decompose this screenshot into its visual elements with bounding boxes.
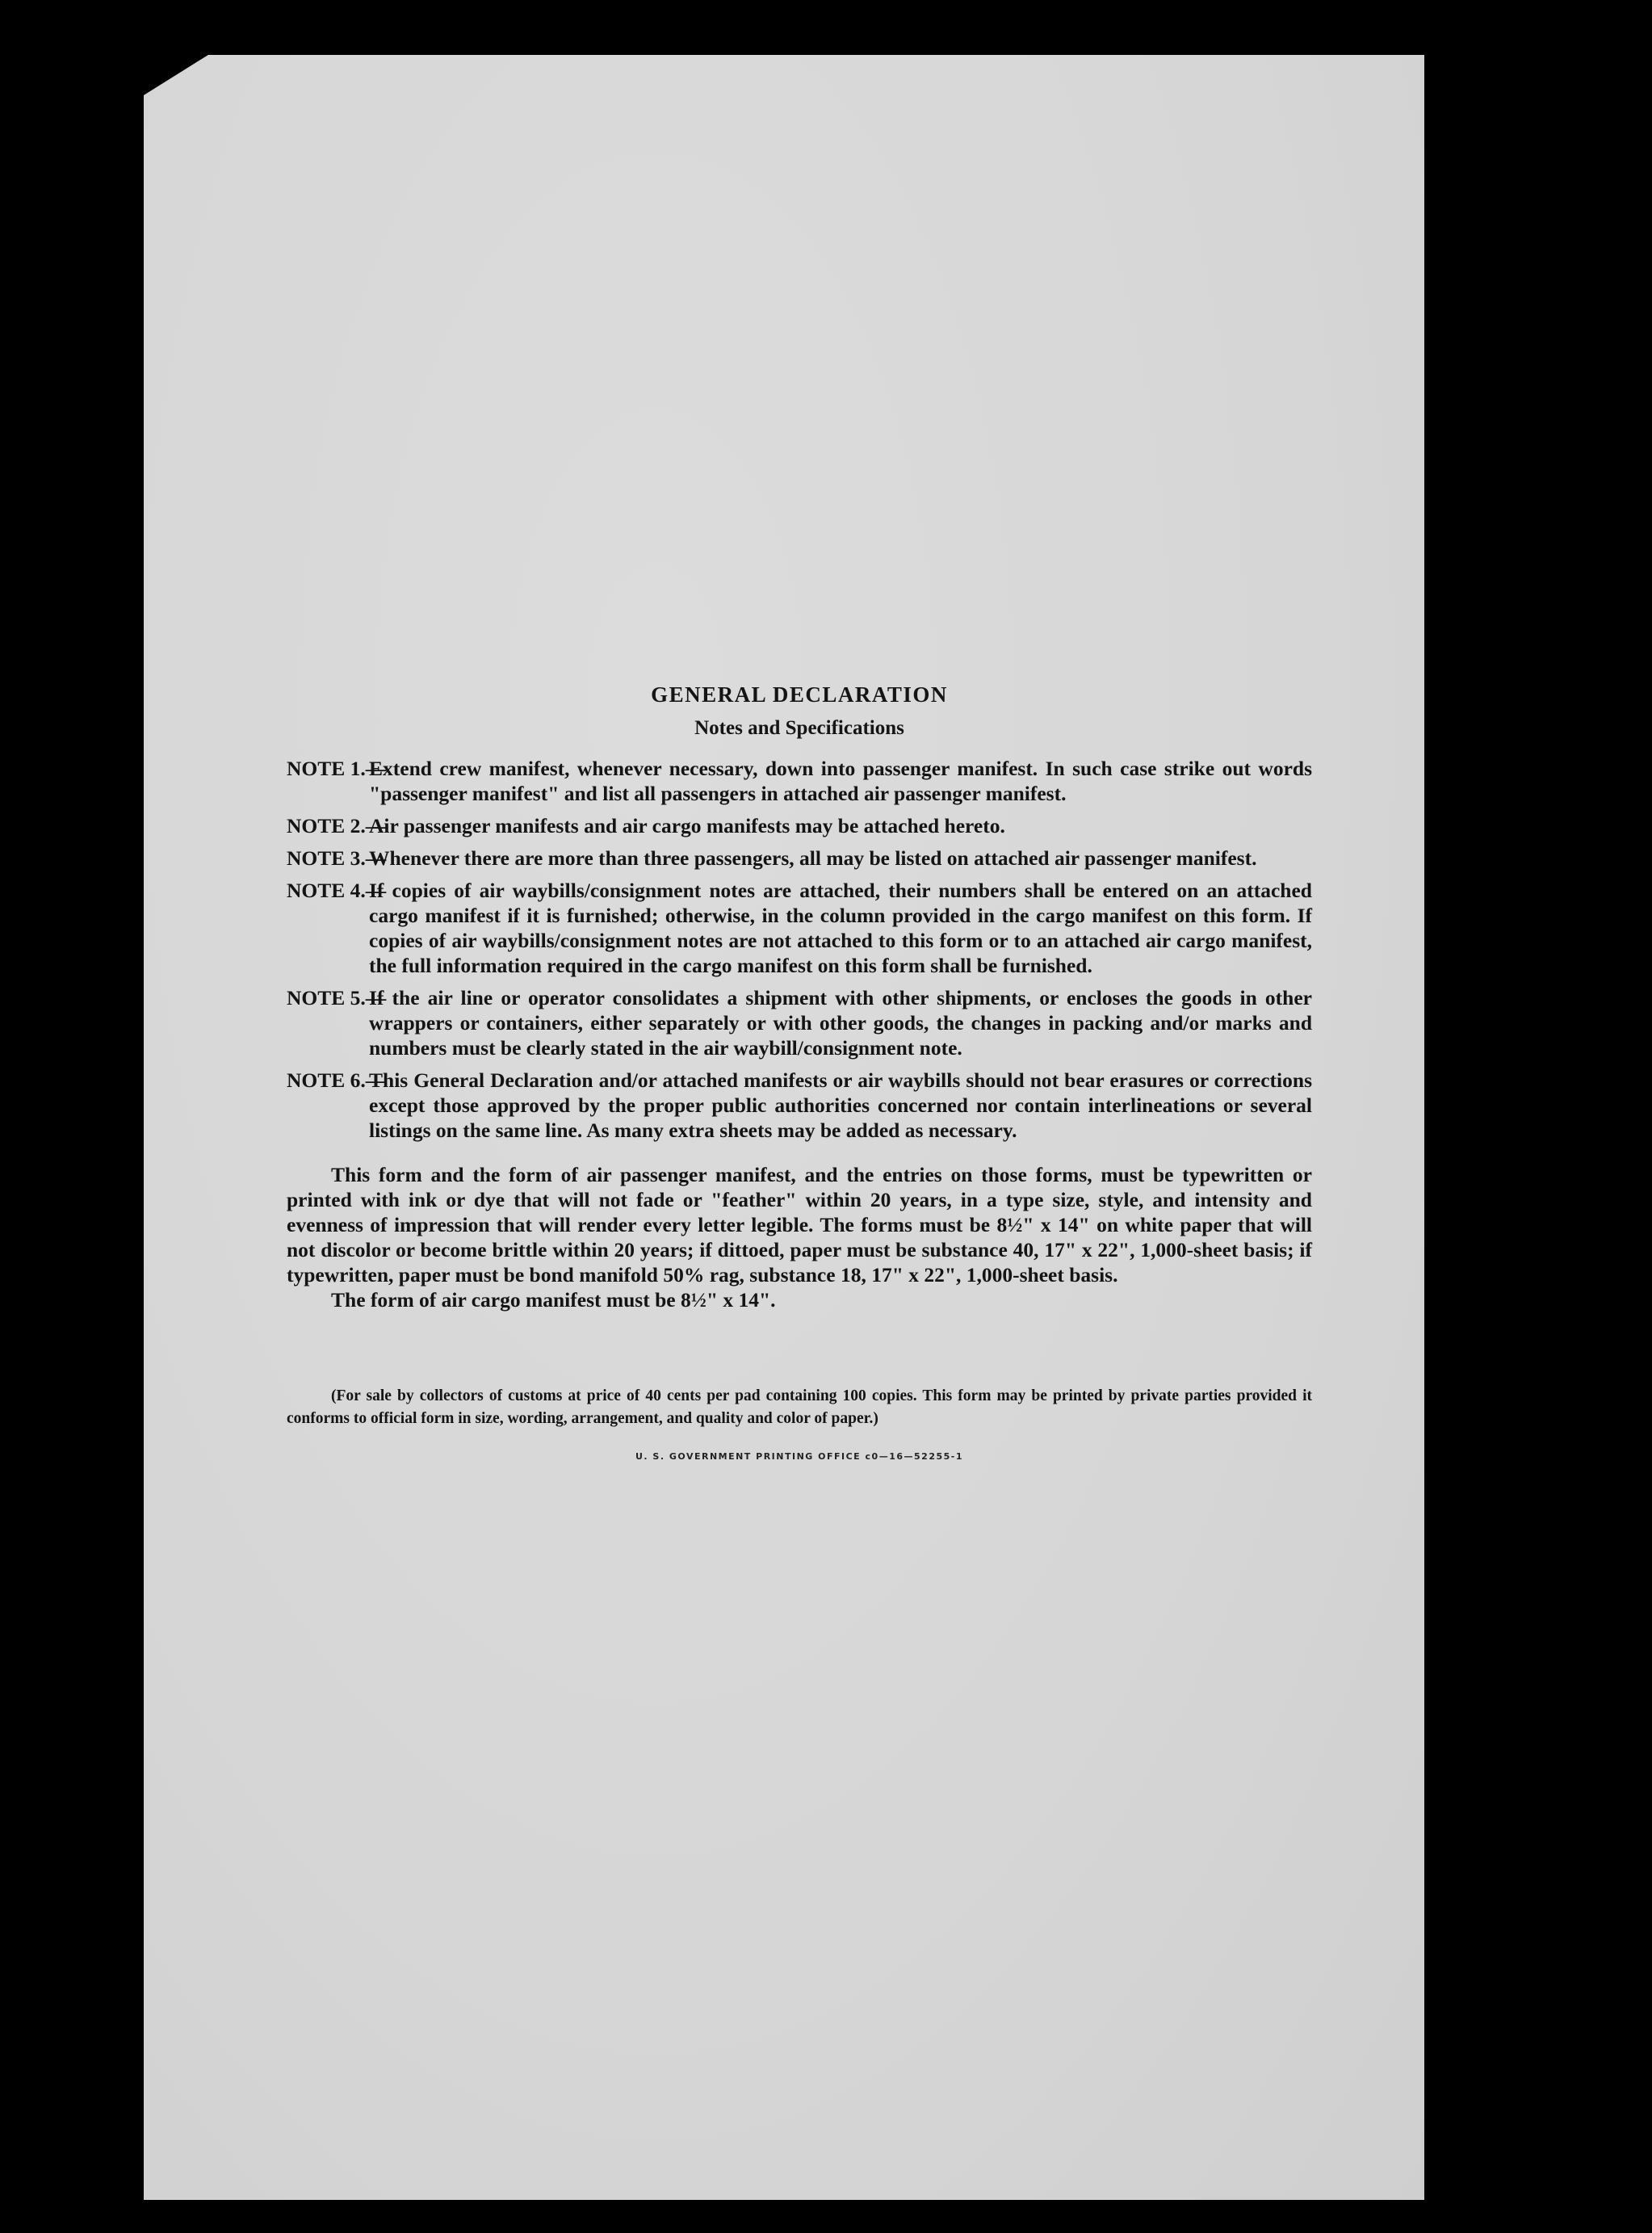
note-1 (287, 756, 1312, 806)
cargo-manifest-size-paragraph: The form of air cargo manifest must be 8½" x 14". (331, 1288, 776, 1312)
paper-requirements-paragraph: This form and the form of air passenger manifest, and the entries on those forms, must be typewritten or printed with ink or dye that will not fade or "feather" within 20 years, in a type size, style, and intensity and evenness of impression that will render every letter legible. The forms must be 8½" x 14" on white paper that will not discolor or become brittle within 20 years; if dittoed, paper must be substance 40, 17" x 22", 1,000-sheet basis; if typewritten, paper must be bond manifold 50% rag, substance 18, 17" x 22", 1,000-sheet basis. (287, 1163, 1312, 1286)
note-5 (287, 985, 1312, 1060)
note-text: Extend crew manifest, whenever necessary, down into passenger manifest. In such case strike out words "passenger manifest" and list all passengers in attached air passenger manifest. (369, 757, 1312, 805)
note-label: NOTE 6.— (287, 1068, 387, 1092)
note-text: If the air line or operator consolidates a shipment with other shipments, or encloses the goods in other wrappers or containers, either separately or with other goods, the changes in packing and/or marks and numbers must be clearly stated in the air waybill/consignment note. (369, 986, 1312, 1060)
note-text: Air passenger manifests and air cargo manifests may be attached hereto. (369, 814, 1005, 837)
document-title: GENERAL DECLARATION (651, 682, 948, 707)
note-label: NOTE 4.— (287, 879, 387, 902)
sale-notice: (For sale by collectors of customs at price of 40 cents per pad containing 100 copies. This form may be printed by private parties provided it conforms to official form in size, wording, arrangement, and quality and color of paper.) (287, 1387, 1312, 1427)
document-content (287, 682, 1312, 1462)
note-text: Whenever there are more than three passengers, all may be listed on attached air passenger manifest. (369, 846, 1257, 870)
note-4 (287, 878, 1312, 978)
document-subtitle: Notes and Specifications (694, 717, 904, 739)
note-label: NOTE 3.— (287, 846, 387, 870)
printing-office-line: U. S. GOVERNMENT PRINTING OFFICE c0—16—52255-1 (635, 1451, 963, 1462)
note-text: This General Declaration and/or attached manifests or air waybills should not bear erasures or corrections except those approved by the proper public authorities concerned nor contain interlineations or several listings on the same line. As many extra sheets may be added as necessary. (369, 1068, 1312, 1142)
note-label: NOTE 2.— (287, 814, 387, 837)
note-3 (287, 846, 1312, 871)
paper-speck (1573, 923, 1576, 926)
note-2 (287, 813, 1312, 838)
note-6 (287, 1068, 1312, 1143)
note-text: If copies of air waybills/consignment notes are attached, their numbers shall be entered on an attached cargo manifest if it is furnished; otherwise, in the column provided in the cargo manifest on this form. If copies of air waybills/consignment notes are not attached to this form or to an attached air cargo manifest, the full information required in the cargo manifest on this form shall be furnished. (369, 879, 1312, 977)
note-label: NOTE 5.— (287, 986, 387, 1009)
note-label: NOTE 1.— (287, 757, 387, 780)
